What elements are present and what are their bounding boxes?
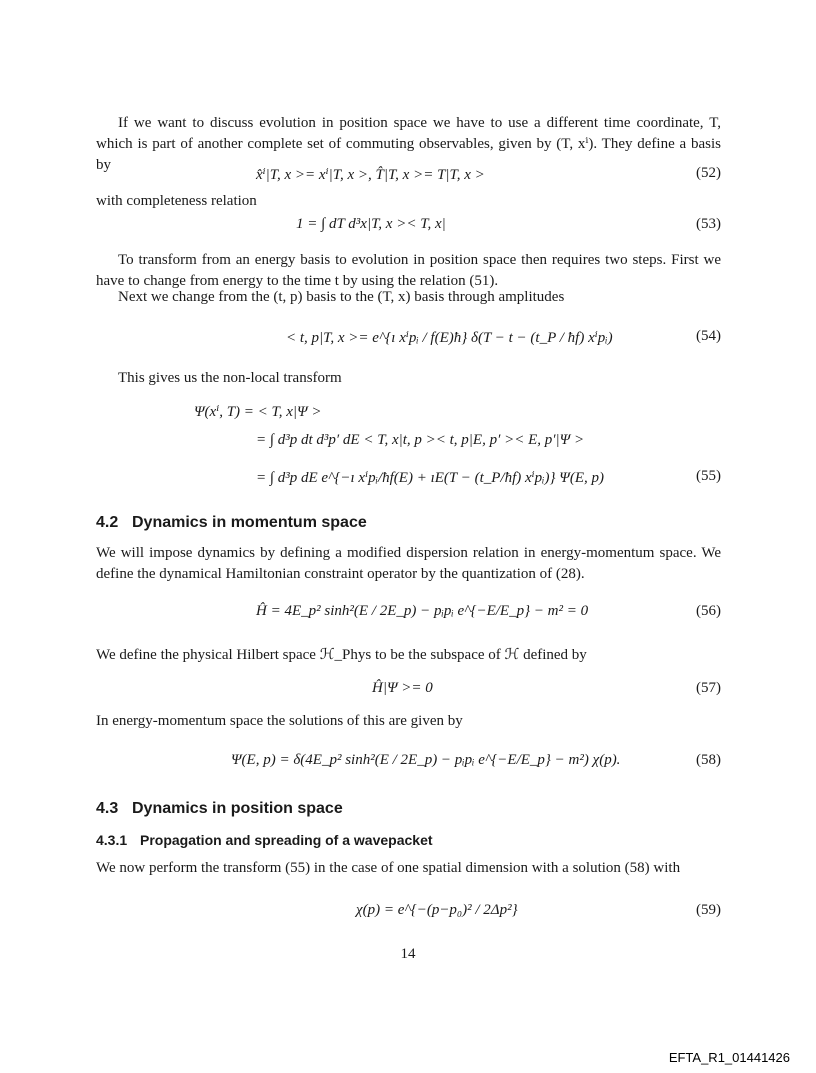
equation-58-number: (58) (696, 752, 721, 768)
paragraph-intro: If we want to discuss evolution in position space we have to use a different time coordinate, T, which is part of another complete set of commuting observables, given by (T, xⁱ). They define a basis by (96, 115, 721, 173)
subsection-title: Propagation and spreading of a wavepacket (140, 832, 433, 848)
paragraph-solutions: In energy-momentum space the solutions of this are given by (96, 713, 463, 729)
equation-52-body: x̂ⁱ|T, x >= xⁱ|T, x >, T̂|T, x >= T|T, x > (256, 167, 485, 183)
equation-58-body: Ψ(E, p) = δ(4E_p² sinh²(E / 2E_p) − pᵢpᵢ e^{−E/E_p} − m²) χ(p). (231, 752, 621, 768)
equation-55-line-3: = ∫ d³p dE e^{−ı xⁱpᵢ/ħf(E) + ıE(T − (t_P/ħf) xⁱpᵢ)} Ψ(E, p) (256, 470, 604, 486)
equation-53 (96, 216, 721, 244)
equation-53-number: (53) (696, 216, 721, 232)
equation-53-body: 1 = ∫ dT d³x|T, x >< T, x| (296, 216, 446, 232)
equation-59-body: χ(p) = e^{−(p−p₀)² / 2Δp²} (356, 902, 518, 918)
equation-54-body: < t, p|T, x >= e^{ı xⁱpᵢ / f(E)ħ} δ(T − t − (t_P / ħf) xⁱpᵢ) (286, 330, 613, 346)
equation-55-line-1: Ψ(xⁱ, T) = < T, x|Ψ > (194, 404, 322, 420)
section-heading-4-2 (96, 514, 367, 532)
page-number: 14 (400, 946, 416, 962)
paragraph-nonlocal: This gives us the non-local transform (118, 370, 342, 386)
equation-56 (96, 603, 721, 631)
equation-55-number: (55) (696, 468, 721, 484)
equation-59 (96, 902, 721, 930)
paragraph-amplitudes: Next we change from the (t, p) basis to the (T, x) basis through amplitudes (118, 289, 565, 305)
section-heading-4-3 (96, 800, 343, 818)
paragraph-dispersion: We will impose dynamics by defining a modified dispersion relation in energy-momentum space. We define the dynamical Hamiltonian constraint operator by the quantization of (28). (96, 545, 721, 582)
document-id-footer: EFTA_R1_01441426 (668, 1050, 790, 1065)
section-title: Dynamics in momentum space (132, 514, 367, 531)
section-number: 4.2 (96, 514, 119, 531)
paragraph-transform-steps: To transform from an energy basis to evolution in position space then requires two steps. First we have to change from energy to the time t by using the relation (51). (96, 252, 721, 289)
paragraph-wavepacket: We now perform the transform (55) in the case of one spatial dimension with a solution (58) with (96, 860, 681, 876)
equation-57-number: (57) (696, 680, 721, 696)
section-number: 4.3 (96, 800, 119, 817)
equation-55 (96, 402, 721, 492)
paragraph-hilbert-space: We define the physical Hilbert space ℋ_Phys to be the subspace of ℋ defined by (96, 647, 587, 663)
equation-57 (96, 680, 721, 708)
equation-56-number: (56) (696, 603, 721, 619)
equation-56-body: Ĥ = 4E_p² sinh²(E / 2E_p) − pᵢpᵢ e^{−E/E_p} − m² = 0 (256, 603, 589, 619)
equation-58 (96, 752, 721, 780)
equation-59-number: (59) (696, 902, 721, 918)
subsection-number: 4.3.1 (96, 832, 128, 848)
equation-54 (96, 328, 721, 356)
equation-54-number: (54) (696, 328, 721, 344)
equation-55-line-2: = ∫ d³p dt d³p′ dE < T, x|t, p >< t, p|E, p′ >< E, p′|Ψ > (256, 432, 585, 448)
equation-57-body: Ĥ|Ψ >= 0 (372, 680, 433, 696)
equation-52-number: (52) (696, 165, 721, 181)
section-title: Dynamics in position space (132, 800, 343, 817)
subsection-heading-4-3-1 (96, 832, 433, 848)
paragraph-completeness: with completeness relation (96, 193, 257, 209)
equation-52 (96, 165, 721, 193)
